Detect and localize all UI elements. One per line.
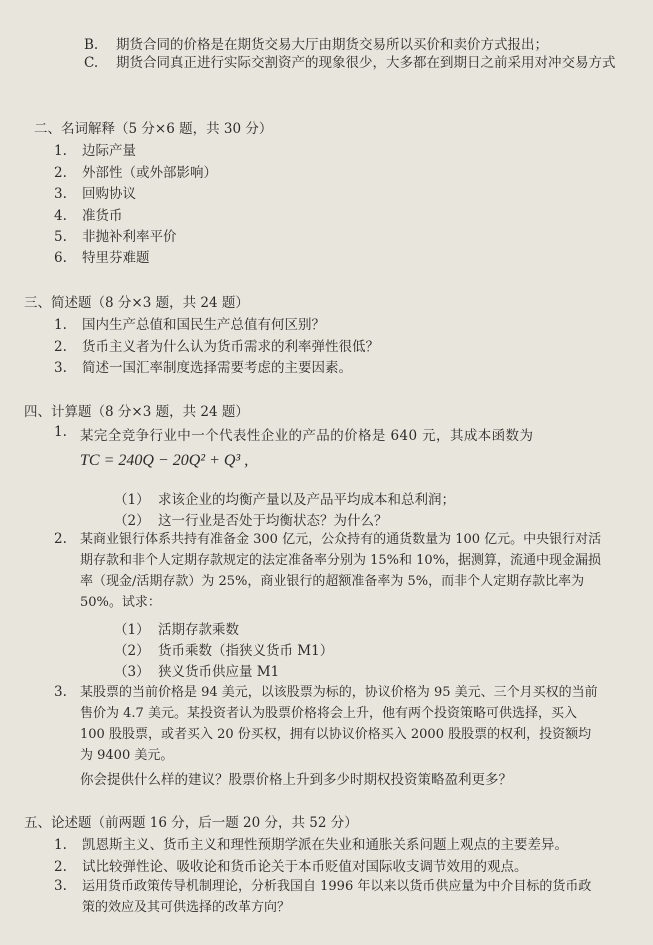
list-item: 2. 货币主义者为什么认为货币需求的利率弹性很低？ xyxy=(54,339,379,355)
section-heading: 四、计算题（8 分×3 题，共 24 题） xyxy=(24,404,249,420)
question-number: 2. xyxy=(54,531,67,547)
formula-text: TC = 240Q − 20Q² + Q³ , xyxy=(80,452,249,469)
list-item: 1. 边际产量 xyxy=(54,143,136,159)
list-item: 运用货币政策传导机制理论，分析我国自 1996 年以来以货币供应量为中介目标的货币政策的效应及其可供选择的改革方向？ xyxy=(82,879,592,915)
list-item: 3. 回购协议 xyxy=(54,186,136,202)
question-prompt: 你会提供什么样的建议？股票价格上升到多少时期权投资策略盈利更多？ xyxy=(80,772,512,788)
cost-function-formula xyxy=(80,452,248,470)
option-letter: C. xyxy=(84,55,99,71)
sub-question: （3） 狭义货币供应量 M1 xyxy=(114,664,280,680)
list-item: 2. 试比较弹性论、吸收论和货币论关于本币贬值对国际收支调节效用的观点。 xyxy=(54,859,528,875)
section-heading: 五、论述题（前两题 16 分，后一题 20 分，共 52 分） xyxy=(24,815,358,831)
sub-question: （1） 求该企业的均衡产量以及产品平均成本和总利润； xyxy=(114,492,455,508)
list-item: 2. 外部性（或外部影响） xyxy=(54,165,217,181)
question-text: 某商业银行体系共持有准备金 300 亿元，公众持有的通货数量为 100 亿元。中央银行对活期存款和非个人定期存款规定的法定准备率分别为 15%和 10%，据测算，流通中现金漏损率（现金/活期存款）为 25%，商业银行的超额准备率为 5%，而非个人定期存款比率为 50%。试求： xyxy=(80,532,602,610)
list-item: 6. 特里芬难题 xyxy=(54,250,150,266)
list-item: 1. 国内生产总值和国民生产总值有何区别？ xyxy=(54,317,325,333)
option-letter: B. xyxy=(84,37,99,53)
question-number: 1. xyxy=(54,424,67,440)
question-number: 3. xyxy=(54,878,67,894)
sub-question: （1） 活期存款乘数 xyxy=(114,622,239,638)
sub-question: （2） 这一行业是否处于均衡状态？为什么？ xyxy=(114,513,388,529)
section-heading: 二、名词解释（5 分×6 题，共 30 分） xyxy=(34,121,273,137)
option-b xyxy=(84,33,548,53)
question-text: 某股票的当前价格是 94 美元，以该股票为标的，协议价格为 95 美元、三个月买权的当前售价为 4.7 美元。某投资者认为股票价格将会上升，他有两个投资策略可供选择，买入 100 股股票，或者买入 20 份买权，拥有以协议价格买入 2000 股股票的权利，投资额均为 9400 美元。 xyxy=(80,685,598,763)
list-item: 1. 凯恩斯主义、货币主义和理性预期学派在失业和通胀关系问题上观点的主要差异。 xyxy=(54,837,568,853)
list-item: 5. 非抛补利率平价 xyxy=(54,229,177,245)
question-text: 某完全竞争行业中一个代表性企业的产品的价格是 640 元，其成本函数为 xyxy=(80,428,534,444)
section-heading: 三、简述题（8 分×3 题，共 24 题） xyxy=(24,295,249,311)
option-text: 期货合同真正进行实际交割资产的现象很少，大多都在到期日之前采用对冲交易方式 xyxy=(116,55,616,71)
option-text: 期货合同的价格是在期货交易大厅由期货交易所以买价和卖价方式报出； xyxy=(116,37,548,53)
list-item: 3. 简述一国汇率制度选择需要考虑的主要因素。 xyxy=(54,360,352,376)
sub-question: （2） 货币乘数（指狭义货币 M1） xyxy=(114,643,334,659)
question-number: 3. xyxy=(54,684,67,700)
list-item: 4. 准货币 xyxy=(54,208,123,224)
